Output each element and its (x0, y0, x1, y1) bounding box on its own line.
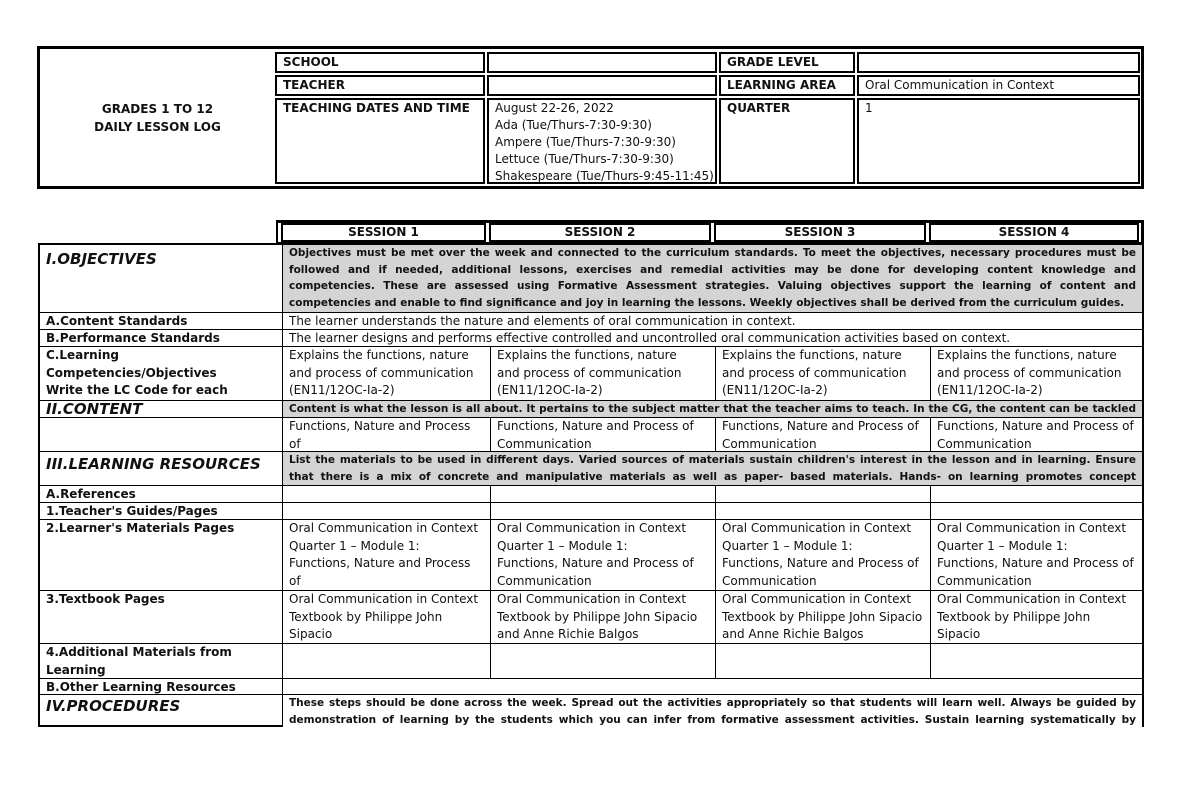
objectives-row (40, 243, 1142, 312)
tb-text: Textbook by Philippe John Sipacio (497, 609, 698, 624)
tb-text: Oral Communication in Context (722, 592, 912, 606)
dates-line: Lettuce (Tue/Thurs-7:30-9:30) (495, 152, 674, 166)
content-heading: II.CONTENT (46, 401, 143, 417)
quarter-label: QUARTER (719, 98, 855, 184)
grade-level-label: GRADE LEVEL (719, 52, 855, 73)
performance-standards-label: B.Performance Standards (46, 331, 220, 345)
tb-text: and Anne Richie Balgos (722, 627, 864, 641)
competency-text: Explains the functions, nature (289, 348, 469, 362)
school-label: SCHOOL (275, 52, 485, 73)
session-4-header: SESSION 4 (929, 223, 1139, 242)
resources-heading-row (40, 451, 1142, 485)
content-heading-row (40, 400, 1142, 417)
lesson-log-table (38, 243, 1144, 727)
lm-text: Oral Communication in Context (937, 521, 1127, 535)
learners-materials-session-2[interactable] (490, 520, 715, 590)
other-resources-label: B.Other Learning Resources (46, 680, 236, 694)
topic-text: Functions, Nature and Process of (289, 419, 471, 451)
teachers-guide-session-4[interactable] (930, 503, 1142, 519)
dates-line: Ada (Tue/Thurs-7:30-9:30) (495, 118, 652, 132)
teachers-guide-session-1[interactable] (282, 503, 490, 519)
topic-text: Communication (722, 436, 817, 451)
competency-code: (EN11/12OC-Ia-2) (722, 383, 828, 397)
lm-text: Oral Communication in Context (289, 521, 479, 535)
textbook-row (40, 590, 1142, 643)
procedures-note: These steps should be done across the week. Spread out the activities appropriately so that students will learn well. Always be guided by demonstration of learning by the students which you can infer from formative assessment activities. Sustain learning systematically by (282, 695, 1142, 727)
textbook-session-2[interactable] (490, 591, 715, 643)
tb-text: Oral Communication in Context (289, 592, 479, 606)
competency-code: (EN11/12OC-Ia-2) (289, 383, 395, 397)
learners-materials-session-4[interactable] (930, 520, 1142, 590)
competencies-label-line2: Write the LC Code for each (46, 383, 228, 397)
tb-text: Oral Communication in Context (497, 592, 687, 606)
content-standards-label: A.Content Standards (46, 314, 188, 328)
lm-text: Functions, Nature and Process of (289, 556, 471, 588)
lr-portal-session-1[interactable] (282, 644, 490, 678)
procedures-heading: IV.PROCEDURES (46, 697, 181, 715)
teachers-guide-row (40, 502, 1142, 519)
school-value[interactable] (487, 52, 717, 73)
quarter-value[interactable]: 1 (857, 98, 1140, 184)
lm-text: Communication (497, 573, 592, 588)
lr-portal-session-3[interactable] (715, 644, 930, 678)
other-resources-row (40, 678, 1142, 694)
competencies-row (40, 346, 1142, 400)
competency-text: and process of communication (722, 365, 907, 380)
header-title-line1: GRADES 1 TO 12 (101, 101, 214, 116)
teacher-label: TEACHER (275, 75, 485, 96)
tb-text: and Anne Richie Balgos (497, 627, 639, 641)
topic-text: Functions, Nature and Process of (937, 419, 1134, 433)
content-standards-value[interactable]: The learner understands the nature and elements of oral communication in context. (282, 313, 1142, 329)
procedures-row (40, 694, 1142, 727)
competency-code: (EN11/12OC-Ia-2) (937, 383, 1043, 397)
tb-text: Textbook by Philippe John Sipacio (937, 609, 1091, 641)
competency-text: Explains the functions, nature (937, 348, 1117, 362)
learning-area-value[interactable]: Oral Communication in Context (857, 75, 1140, 96)
content-topic-session-4[interactable] (930, 418, 1142, 451)
performance-standards-value[interactable]: The learner designs and performs effective controlled and uncontrolled oral communication activities based on context. (282, 330, 1142, 346)
objectives-note: Objectives must be met over the week and connected to the curriculum standards. To meet the objectives, necessary procedures must be followed and if needed, additional lessons, exercises and remedial activities may be done for developing content knowledge and competencies. These are assessed using Formative Assessment strategies. Valuing objectives support the learning of content and competencies and enable to find significance and joy in learning the lessons. Weekly objectives shall be derived from the curriculum guides. (282, 245, 1142, 312)
session-3-header: SESSION 3 (714, 223, 926, 242)
competency-text: and process of communication (289, 365, 474, 380)
lm-text: Functions, Nature and Process of (722, 556, 919, 570)
performance-standards-row (40, 329, 1142, 346)
lm-text: Quarter 1 – Module 1: (937, 538, 1068, 553)
competencies-label (40, 347, 282, 400)
lr-portal-session-2[interactable] (490, 644, 715, 678)
lm-text: Quarter 1 – Module 1: (497, 538, 628, 553)
lm-text: Communication (937, 573, 1032, 588)
content-topic-session-2[interactable] (490, 418, 715, 451)
content-topic-session-3[interactable] (715, 418, 930, 451)
learners-materials-session-3[interactable] (715, 520, 930, 590)
lm-text: Communication (722, 573, 817, 588)
content-topic-session-1[interactable] (282, 418, 490, 451)
competencies-label-line1: C.Learning Competencies/Objectives (46, 348, 217, 380)
tb-text: Textbook by Philippe John Sipacio (289, 609, 443, 641)
session-2-header: SESSION 2 (489, 223, 711, 242)
topic-text: Communication (497, 436, 592, 451)
learners-materials-label: 2.Learner's Materials Pages (46, 521, 235, 535)
references-session-4[interactable] (930, 486, 1142, 502)
lm-text: Oral Communication in Context (497, 521, 687, 535)
dates-line: August 22-26, 2022 (495, 101, 614, 115)
textbook-session-4[interactable] (930, 591, 1142, 643)
learners-materials-session-1[interactable] (282, 520, 490, 590)
teachers-guide-session-2[interactable] (490, 503, 715, 519)
teacher-value[interactable] (487, 75, 717, 96)
resources-note: List the materials to be used in different days. Varied sources of materials sustain children's interest in the lesson and in learning. Ensure that there is a mix of concrete and manipulative materials as well as paper- based materials. Hands- on learning promotes concept (282, 452, 1142, 485)
lm-text: Quarter 1 – Module 1: (722, 538, 853, 553)
content-note: Content is what the lesson is all about. It pertains to the subject matter that the teacher aims to teach. In the CG, the content can be tackled (282, 401, 1142, 417)
tb-text: Textbook by Philippe John Sipacio (722, 609, 923, 624)
topic-text: Functions, Nature and Process of (497, 419, 694, 433)
lr-portal-session-4[interactable] (930, 644, 1142, 678)
dates-line: Ampere (Tue/Thurs-7:30-9:30) (495, 135, 676, 149)
session-1-header: SESSION 1 (281, 223, 486, 242)
lr-portal-label (40, 644, 282, 678)
topic-text: Functions, Nature and Process of (722, 419, 919, 433)
objectives-heading: I.OBJECTIVES (46, 250, 157, 268)
references-session-1[interactable] (282, 486, 490, 502)
header-title-line2: DAILY LESSON LOG (94, 119, 221, 134)
references-label: A.References (46, 487, 136, 501)
textbook-label: 3.Textbook Pages (46, 592, 165, 606)
references-row (40, 485, 1142, 502)
lm-text: Oral Communication in Context (722, 521, 912, 535)
competency-session-3[interactable] (715, 347, 930, 400)
session-header-row (276, 220, 1144, 245)
competency-text: and process of communication (937, 365, 1122, 380)
content-topic-blank (40, 418, 282, 451)
teaching-dates-value[interactable] (487, 98, 717, 184)
learning-area-label: LEARNING AREA (719, 75, 855, 96)
lm-text: Functions, Nature and Process of (937, 556, 1134, 570)
dates-line: Shakespeare (Tue/Thurs-9:45-11:45) (495, 169, 714, 183)
resources-heading: III.LEARNING RESOURCES (46, 455, 261, 473)
lr-portal-row (40, 643, 1142, 678)
references-session-3[interactable] (715, 486, 930, 502)
lr-portal-label-line1: 4.Additional Materials from Learning (46, 645, 232, 677)
content-topic-row (40, 417, 1142, 451)
textbook-session-3[interactable] (715, 591, 930, 643)
other-resources-value[interactable] (282, 679, 1142, 694)
content-standards-row (40, 312, 1142, 329)
competency-code: (EN11/12OC-Ia-2) (497, 383, 603, 397)
textbook-session-1[interactable] (282, 591, 490, 643)
lm-text: Quarter 1 – Module 1: (289, 538, 420, 553)
lesson-log-header (37, 46, 1144, 189)
competency-session-4[interactable] (930, 347, 1142, 400)
header-title (40, 49, 275, 186)
references-session-2[interactable] (490, 486, 715, 502)
teachers-guide-label: 1.Teacher's Guides/Pages (46, 504, 218, 518)
competency-text: Explains the functions, nature (722, 348, 902, 362)
competency-session-2[interactable] (490, 347, 715, 400)
tb-text: Oral Communication in Context (937, 592, 1127, 606)
grade-level-value[interactable] (857, 52, 1140, 73)
competency-text: Explains the functions, nature (497, 348, 677, 362)
learners-materials-row (40, 519, 1142, 590)
teaching-dates-label: TEACHING DATES AND TIME (275, 98, 485, 184)
teachers-guide-session-3[interactable] (715, 503, 930, 519)
competency-text: and process of communication (497, 365, 682, 380)
lm-text: Functions, Nature and Process of (497, 556, 694, 570)
competency-session-1[interactable] (282, 347, 490, 400)
topic-text: Communication (937, 436, 1032, 451)
